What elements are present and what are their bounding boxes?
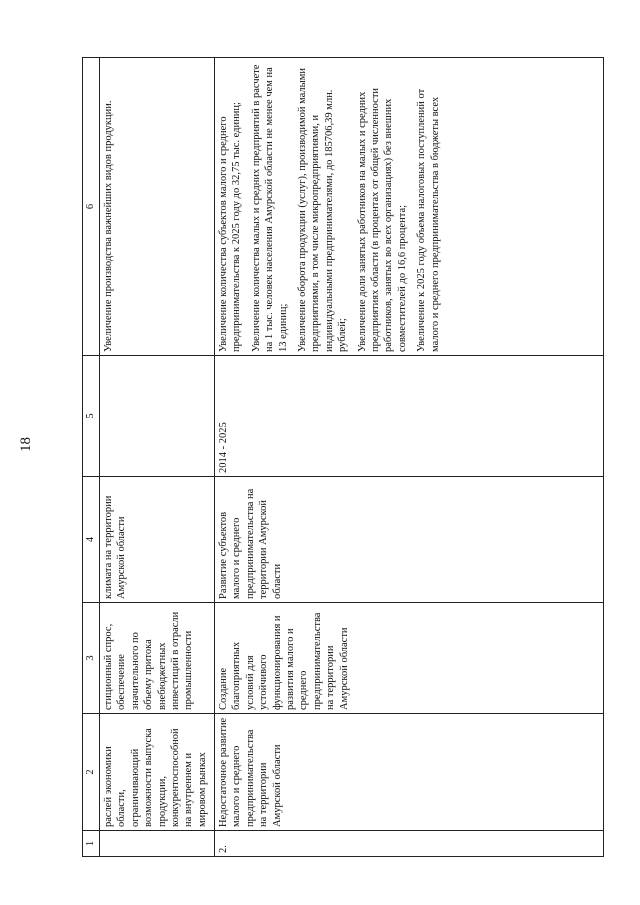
header-cell: 5 <box>83 356 100 477</box>
table-row <box>100 58 215 857</box>
result-item: Увеличение производства важнейших видов продукции. <box>103 100 114 352</box>
header-cell: 2 <box>83 714 100 831</box>
results-cell <box>100 58 215 356</box>
rotated-table-container <box>82 64 604 857</box>
result-item: Увеличение к 2025 году объема налоговых поступлений от малого и среднего предпринимательства в бюджеты всех <box>416 88 441 352</box>
header-row <box>83 58 100 857</box>
problem-cell: Недостаточное развитие малого и среднего предпринимательства на территории Амурской области <box>215 714 604 831</box>
problem-cell: раслей экономики области, ограничивающий возможности выпуска продукции, конкурентоспособной на внутреннем и мировом рынках <box>100 714 215 831</box>
row-number: 2. <box>215 831 604 857</box>
result-item: Увеличение доли занятых работников на малых и средних предприятиях области (в процентах от общей численности работников, занятых во всех организациях) без внешних совместителей до 16,6 процента; <box>356 87 408 352</box>
row-number <box>100 831 215 857</box>
header-cell: 1 <box>83 831 100 857</box>
result-item: Увеличение количества субъектов малого и среднего предпринимательства к 2025 году до 32,75 тыс. единиц; <box>218 102 243 352</box>
header-cell: 3 <box>83 603 100 714</box>
period-cell: 2014 - 2025 <box>215 356 604 477</box>
result-item: Увеличение оборота продукции (услуг), производимой малыми предприятиями, в том числе микропредприятиями, и индивидуальными предпринимателями, до 185706,39 млн. рублей; <box>297 68 349 352</box>
task-cell: климата на территории Амурской области <box>100 477 215 603</box>
page-number: 18 <box>18 437 34 452</box>
goal-cell: Создание благоприятных условий для устойчивого функционирования и развития малого и среднего предпринимательства на территории Амурской области <box>215 603 604 714</box>
goal-cell: стиционный спрос, обеспечение значительного по объему притока внебюджетных инвестиций в отрасли промышленности <box>100 603 215 714</box>
program-table <box>82 57 604 857</box>
result-item: Увеличение количества малых и средних предприятий в расчете на 1 тыс. человек населения Амурской области не менее чем на 13 единиц; <box>250 64 289 352</box>
table-row <box>215 58 604 857</box>
period-cell <box>100 356 215 477</box>
header-cell: 4 <box>83 477 100 603</box>
results-cell <box>215 58 604 356</box>
header-cell: 6 <box>83 58 100 356</box>
task-cell: Развитие субъектов малого и среднего предпринимательства на территории Амурской области <box>215 477 604 603</box>
